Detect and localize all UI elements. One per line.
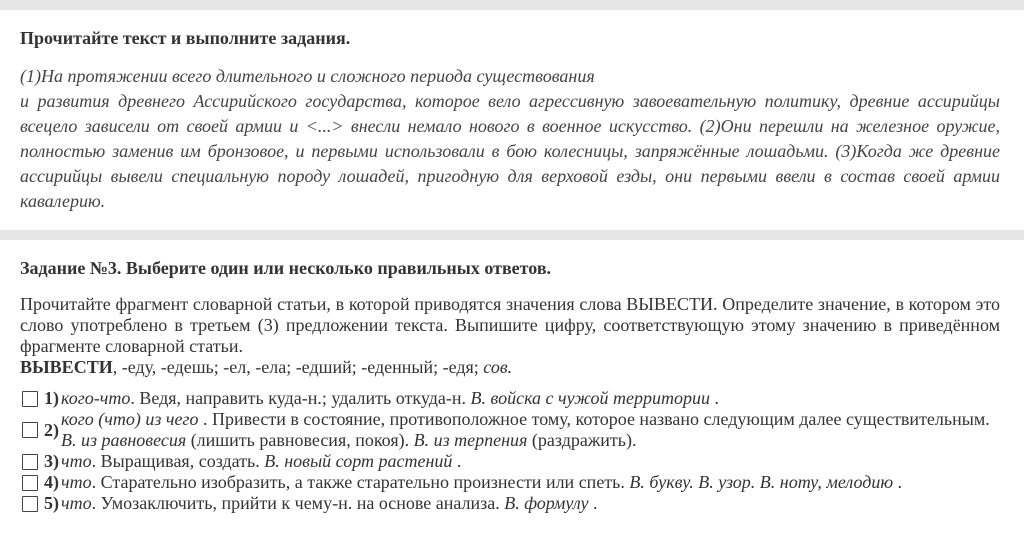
- reading-heading: Прочитайте текст и выполните задания.: [20, 28, 351, 48]
- answer-checkbox-1[interactable]: [22, 391, 38, 407]
- option-gloss: (раздражить).: [527, 430, 637, 450]
- answer-option-3: [20, 451, 1000, 472]
- option-end: .: [588, 493, 598, 513]
- option-end: .: [452, 451, 462, 471]
- answer-text: [61, 472, 1000, 493]
- option-gloss: (лишить равновесия, покоя).: [186, 430, 414, 450]
- option-example: В. войска с чужой территории: [470, 388, 710, 408]
- task-heading: Задание №3. Выберите один или несколько правильных ответов.: [20, 258, 552, 278]
- answer-options: [20, 388, 1000, 514]
- option-definition: . Выращивая, создать.: [91, 451, 265, 471]
- answer-option-5: [20, 493, 1000, 514]
- answer-text: [61, 451, 1000, 472]
- answer-number: 2): [44, 419, 59, 440]
- reading-passage: (1)На протяжении всего длительного и сложного периода существования и развития древнего Ассирийского государства, которое вело агрессивную завоевательную политику, древние ассирийцы всецело зависели от своей армии и <...> внесли немало нового в военное искусство. (2)Они перешли на железное оружие, полностью заменив им бронзовое, и первыми использовали в бою колесницы, запряжённые лошадьми. (3)Когда же древние ассирийцы вывели специальную породу лошадей, пригодную для верховой езды, они первыми ввели в состав своей армии кавалерию.: [20, 66, 1000, 211]
- option-definition: . Ведя, направить куда-н.; удалить откуда-н.: [130, 388, 471, 408]
- option-grammar: что: [61, 493, 92, 513]
- answer-number: 4): [44, 472, 59, 492]
- option-grammar: что: [61, 451, 92, 471]
- option-example: В. букву. В. узор. В. ноту, мелодию: [629, 472, 894, 492]
- answer-checkbox-5[interactable]: [22, 496, 38, 512]
- task-panel: [0, 240, 1024, 560]
- option-definition: . Старательно изобразить, а также старательно произнести или спеть.: [91, 472, 630, 492]
- answer-text: [61, 388, 1000, 409]
- option-grammar: кого (что) из чего: [61, 409, 199, 429]
- entry-aspect: сов.: [483, 357, 513, 377]
- option-definition: . Умозаключить, прийти к чему-н. на основе анализа.: [91, 493, 505, 513]
- option-definition: . Привести в состояние, противоположное тому, которое названо следующим далее существительным.: [198, 409, 990, 429]
- top-strip: [0, 0, 1024, 10]
- option-example: В. новый сорт растений: [264, 451, 453, 471]
- answer-option-4: [20, 472, 1000, 493]
- answer-checkbox-4[interactable]: [22, 475, 38, 491]
- answer-text: [61, 409, 1000, 451]
- entry-headword: ВЫВЕСТИ: [20, 357, 113, 377]
- task-instruction: Прочитайте фрагмент словарной статьи, в которой приводятся значения слова ВЫВЕСТИ. Определите значение, в котором это слово употреблено в третьем (3) предложении текста. Выпишите цифру, соответствующую этому значению в приведённом фрагменте словарной статьи.: [20, 294, 1000, 356]
- option-grammar: кого-что: [61, 388, 131, 408]
- answer-text: [61, 493, 1000, 514]
- option-end: .: [893, 472, 903, 492]
- reading-panel: [0, 10, 1024, 230]
- option-example: В. из равновесия: [61, 430, 187, 450]
- answer-checkbox-3[interactable]: [22, 454, 38, 470]
- answer-number: 1): [44, 388, 59, 408]
- option-example: В. из терпения: [413, 430, 528, 450]
- dictionary-entry: [20, 357, 1000, 378]
- entry-forms: , -еду, -едешь; -ел, -ела; -едший; -еденный; -едя;: [112, 357, 484, 377]
- panel-separator: [0, 230, 1024, 240]
- answer-number: 5): [44, 493, 59, 513]
- answer-option-1: [20, 388, 1000, 409]
- answer-checkbox-2[interactable]: [22, 422, 38, 438]
- option-example: В. формулу: [504, 493, 589, 513]
- option-end: .: [709, 388, 719, 408]
- option-grammar: что: [61, 472, 92, 492]
- answer-option-2: [20, 409, 1000, 451]
- answer-number: 3): [44, 451, 59, 471]
